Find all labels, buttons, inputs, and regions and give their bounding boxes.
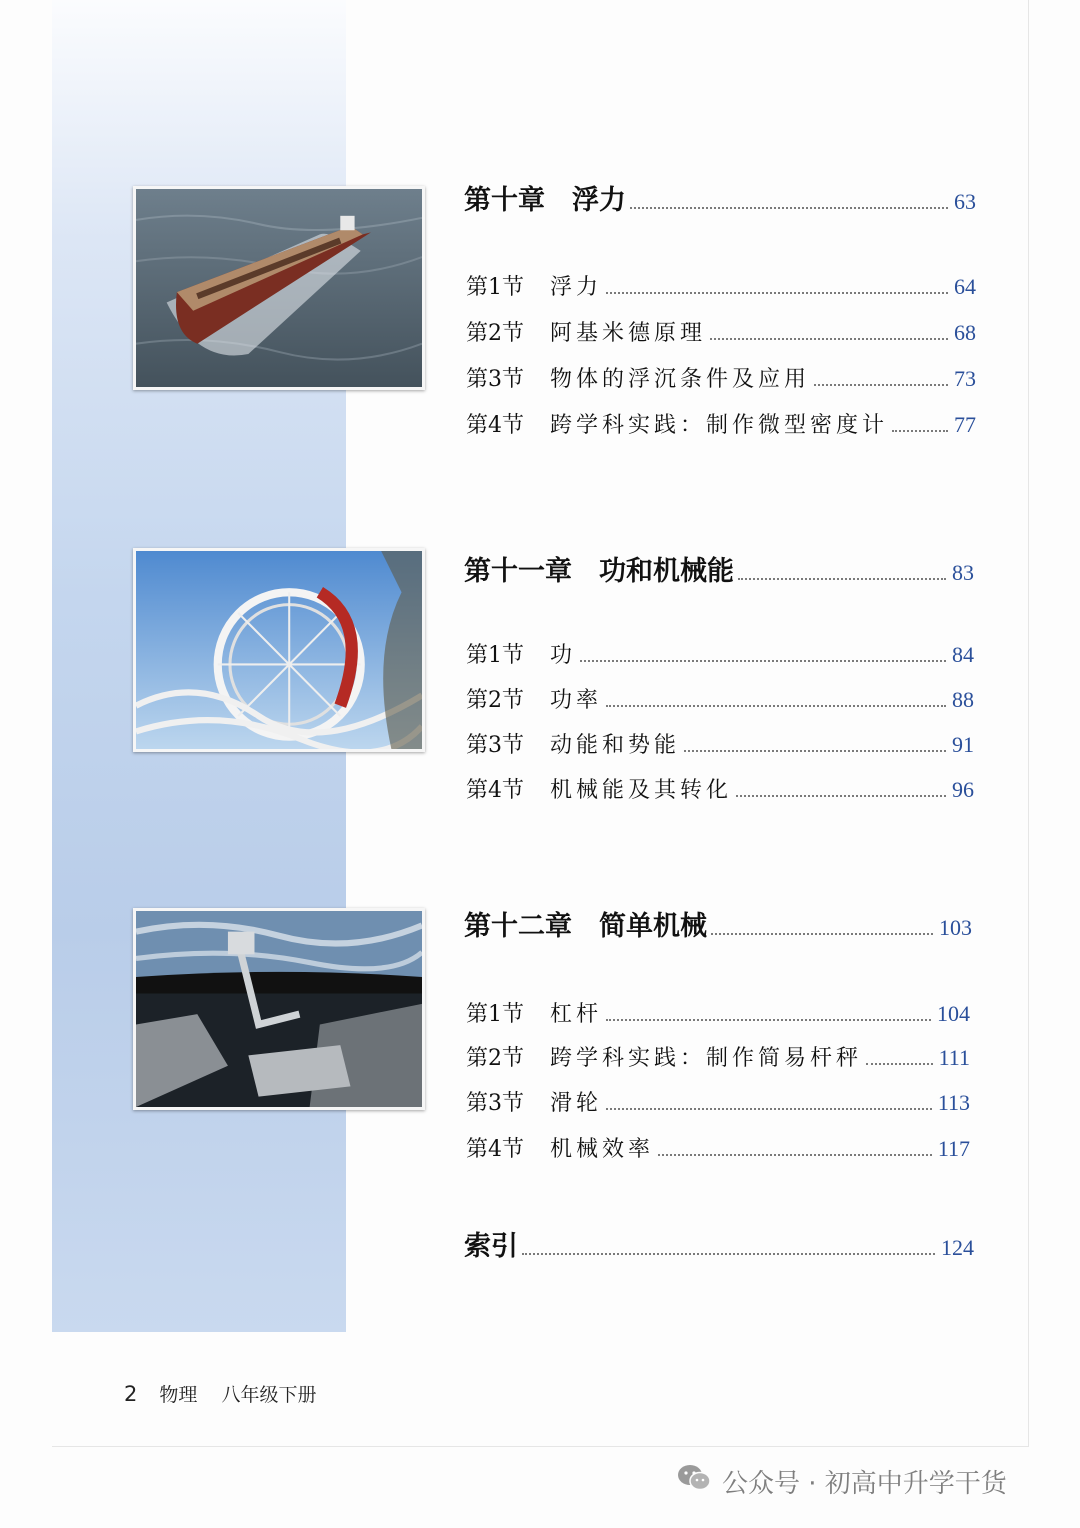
section-number: 第3节 <box>466 733 524 758</box>
section-number: 第1节 <box>466 275 524 300</box>
page-footer <box>124 1380 335 1407</box>
section-number: 第3节 <box>466 1091 524 1116</box>
section-number: 第1节 <box>466 643 524 668</box>
section-row[interactable] <box>466 1041 970 1072</box>
section-title: 物体的浮沉条件及应用 <box>550 367 811 392</box>
page-number: 103 <box>939 915 972 940</box>
section-number: 第2节 <box>466 1046 524 1071</box>
footer-grade: 八年级下册 <box>221 1384 317 1406</box>
dot-leader <box>736 794 946 797</box>
page-number: 104 <box>937 1001 970 1026</box>
dot-leader <box>606 291 948 294</box>
footer-subject: 物理 <box>159 1384 198 1406</box>
section-title: 阿基米德原理 <box>550 321 707 346</box>
section-number: 第2节 <box>466 688 524 713</box>
section-title: 机械能及其转化 <box>550 778 733 803</box>
page-number: 113 <box>937 1090 970 1115</box>
wechat-icon <box>676 1463 712 1500</box>
page-number: 84 <box>952 642 974 667</box>
page-number: 64 <box>954 274 976 299</box>
chapter-row[interactable] <box>464 904 972 943</box>
section-title: 机械效率 <box>550 1137 655 1162</box>
ship-photo <box>133 186 425 390</box>
dot-leader <box>606 704 946 707</box>
page-number: 77 <box>954 412 976 437</box>
section-number: 第3节 <box>466 367 524 392</box>
section-row[interactable] <box>466 362 976 393</box>
section-row[interactable] <box>466 683 974 714</box>
section-row[interactable] <box>466 408 976 439</box>
section-row[interactable] <box>466 773 974 804</box>
section-title: 功率 <box>550 688 603 713</box>
section-number: 第4节 <box>466 413 524 438</box>
chapter-title: 第十一章 功和机械能 <box>464 556 734 587</box>
page-number: 117 <box>937 1136 970 1161</box>
page-number: 68 <box>954 320 976 345</box>
dot-leader <box>522 1252 935 1255</box>
chapter-title: 第十二章 简单机械 <box>464 911 707 942</box>
roller-coaster-photo <box>133 548 425 752</box>
dot-leader <box>580 659 946 662</box>
section-row[interactable] <box>466 316 976 347</box>
space-station-photo <box>133 908 425 1110</box>
page-number: 88 <box>952 687 974 712</box>
dot-leader <box>606 1107 932 1110</box>
section-row[interactable] <box>466 638 974 669</box>
dot-leader <box>658 1153 932 1156</box>
section-title: 杠杆 <box>550 1002 603 1027</box>
page-number: 91 <box>952 732 974 757</box>
dot-leader <box>684 749 946 752</box>
section-title: 滑轮 <box>550 1091 603 1116</box>
section-row[interactable] <box>466 728 974 759</box>
section-title: 跨学科实践：制作微型密度计 <box>550 413 889 438</box>
page-number: 73 <box>954 366 976 391</box>
section-row[interactable] <box>466 1132 970 1163</box>
dot-leader <box>866 1062 933 1065</box>
chapter-row[interactable] <box>464 549 974 588</box>
section-number: 第2节 <box>466 321 524 346</box>
section-title: 跨学科实践：制作简易杆秤 <box>550 1046 863 1071</box>
chapter-title: 第十章 浮力 <box>464 185 626 216</box>
index-title: 索引 <box>464 1231 518 1262</box>
section-row[interactable] <box>466 270 976 301</box>
section-number: 第4节 <box>466 778 524 803</box>
dot-leader <box>710 337 948 340</box>
index-row[interactable] <box>464 1224 974 1263</box>
dot-leader <box>606 1018 931 1021</box>
footer-page-number: 2 <box>124 1382 138 1406</box>
dot-leader <box>892 429 948 432</box>
chapter-row[interactable] <box>464 178 976 217</box>
section-title: 动能和势能 <box>550 733 681 758</box>
watermark-text: 公众号 · 初高中升学干货 <box>722 1469 1007 1499</box>
page-number: 63 <box>954 189 976 214</box>
section-row[interactable] <box>466 997 970 1028</box>
page-number: 83 <box>952 560 974 585</box>
section-title: 功 <box>550 643 577 668</box>
section-number: 第1节 <box>466 1002 524 1027</box>
page-number: 96 <box>952 777 974 802</box>
section-number: 第4节 <box>466 1137 524 1162</box>
dot-leader <box>738 577 946 580</box>
dot-leader <box>814 383 948 386</box>
watermark <box>676 1463 1007 1500</box>
section-row[interactable] <box>466 1086 970 1117</box>
dot-leader <box>711 932 933 935</box>
page-number: 111 <box>938 1045 970 1070</box>
page-number: 124 <box>941 1235 974 1260</box>
section-title: 浮力 <box>550 275 603 300</box>
dot-leader <box>630 206 948 209</box>
